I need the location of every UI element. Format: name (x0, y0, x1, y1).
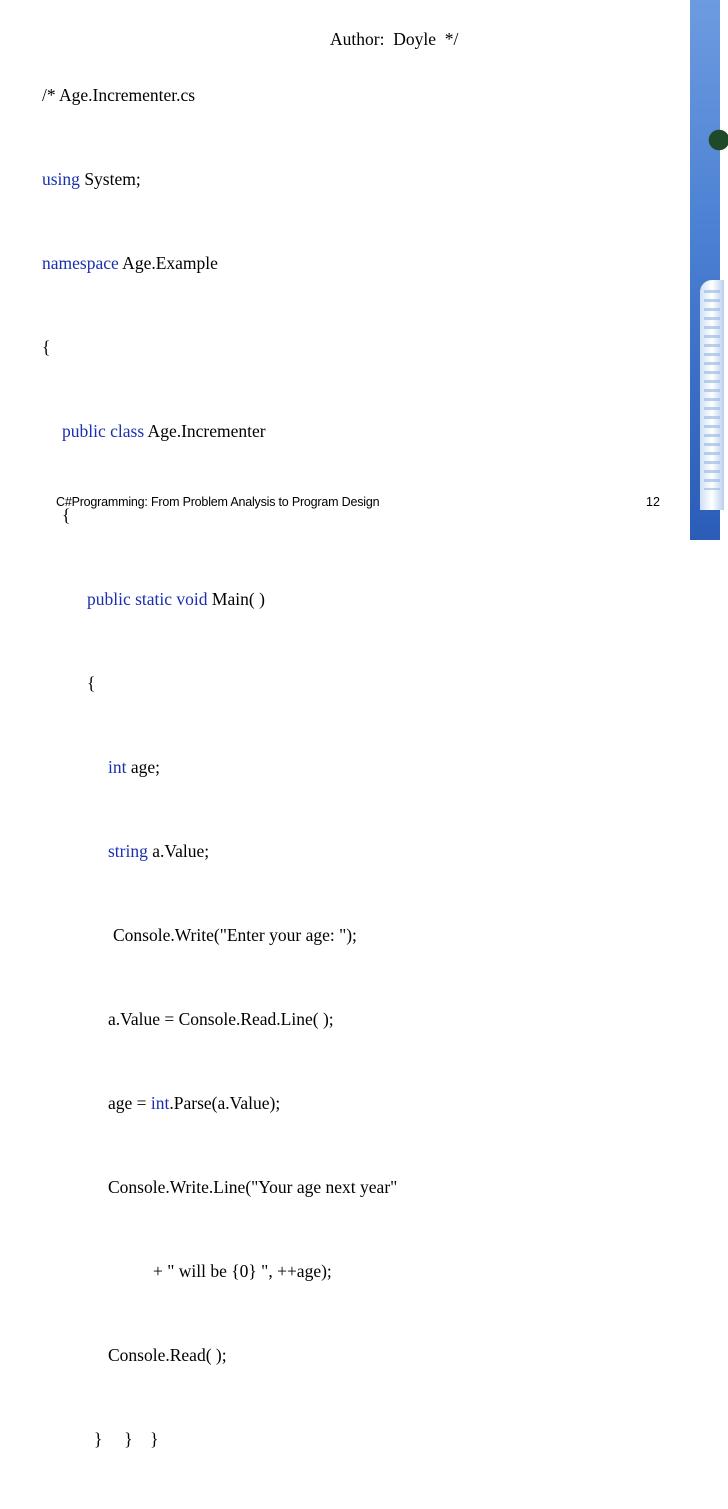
author-comment: Author: Doyle */ (330, 29, 459, 49)
code-line-11 (42, 1005, 397, 1033)
page-number: 12 (646, 495, 660, 509)
tower-image (700, 280, 724, 510)
code-line-6 (42, 585, 397, 613)
code-text: .Parse(a.Value); (169, 1093, 281, 1113)
keyword: namespace (42, 253, 119, 273)
code-line-3 (42, 333, 397, 361)
code-line-2 (42, 249, 397, 277)
code-text: { (42, 337, 51, 357)
keyword: public static void (87, 589, 208, 609)
code-text: age = (108, 1093, 151, 1113)
code-line-13 (42, 1173, 397, 1201)
decorative-photo-strip (690, 0, 720, 540)
keyword: public class (62, 421, 145, 441)
code-text: age; (126, 757, 161, 777)
code-text: Console.Read( ); (108, 1345, 227, 1365)
code-line-7 (42, 669, 397, 697)
code-line-1 (42, 165, 397, 193)
code-text: Age.Example (118, 253, 218, 273)
code-text: Console.Write("Enter your age: "); (113, 925, 357, 945)
code-text: { (87, 673, 96, 693)
code-line-10 (42, 921, 397, 949)
code-line-12 (42, 1089, 397, 1117)
code-line-4 (42, 417, 397, 445)
keyword: int (150, 1093, 170, 1113)
code-line-header (42, 81, 397, 109)
code-line-8 (42, 753, 397, 781)
code-text: Main( ) (207, 589, 265, 609)
footer-text: C#Programming: From Problem Analysis to Program Design (56, 495, 380, 509)
code-text: a.Value = Console.Read.Line( ); (108, 1009, 334, 1029)
code-line-16 (42, 1425, 397, 1453)
code-line-9 (42, 837, 397, 865)
code-block (42, 25, 397, 1509)
code-line-15 (42, 1341, 397, 1369)
keyword: string (108, 841, 148, 861)
code-line-14 (42, 1257, 397, 1285)
keyword: int (108, 757, 127, 777)
header-comment: /* Age.Incrementer.cs (42, 85, 196, 105)
code-text: } } } (94, 1429, 159, 1449)
code-text: Age.Incrementer (144, 421, 266, 441)
keyword: using (42, 169, 80, 189)
code-text: System; (79, 169, 141, 189)
code-text: { (62, 505, 71, 525)
code-text: + " will be {0} ", ++age); (153, 1261, 332, 1281)
code-text: a.Value; (147, 841, 210, 861)
palm-tree-image (698, 120, 728, 160)
code-text: Console.Write.Line("Your age next year" (108, 1177, 398, 1197)
